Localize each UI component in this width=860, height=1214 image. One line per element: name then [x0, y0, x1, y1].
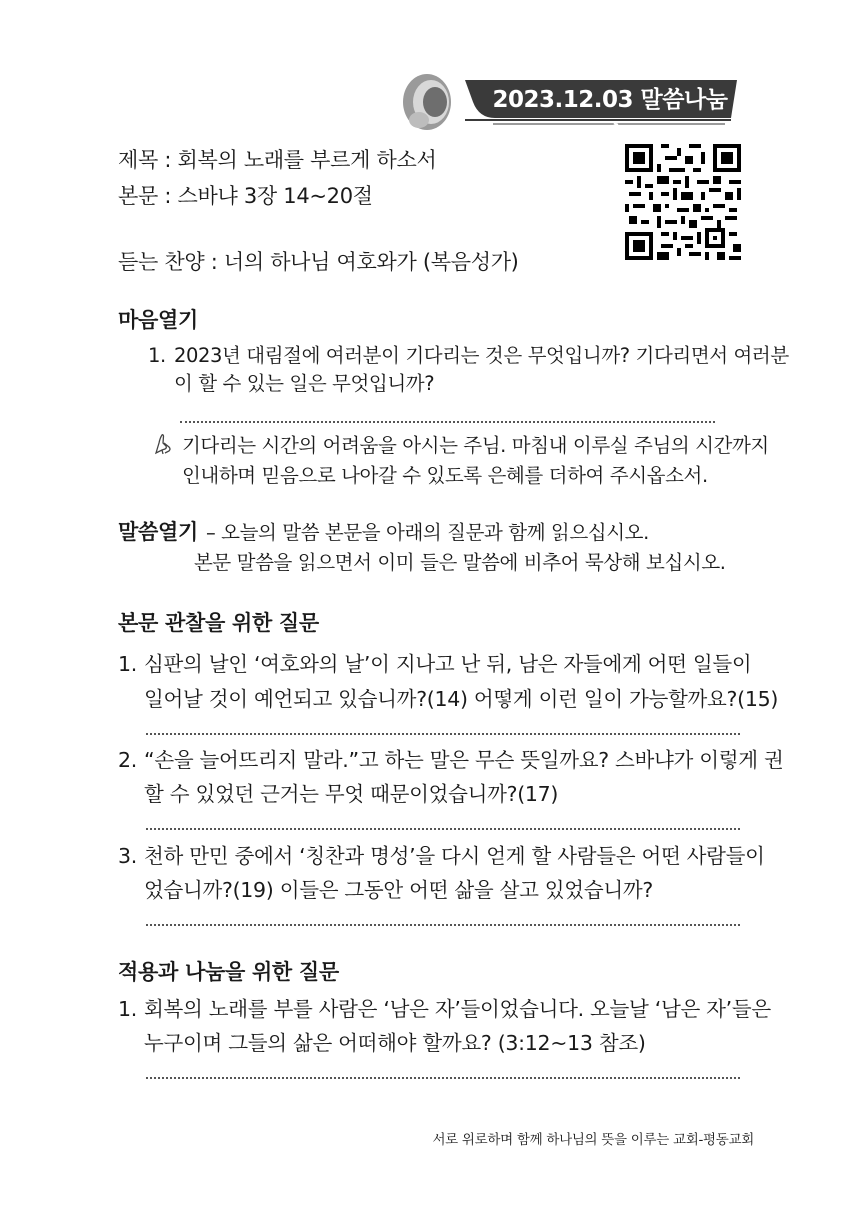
scripture-reference: 본문 : 스바냐 3장 14~20절 [118, 184, 373, 208]
word-instruction: 본문 말씀을 읽으면서 이미 들은 말씀에 비추어 묵상해 보십시오. [194, 551, 726, 574]
word-instruction: – 오늘의 말씀 본문을 아래의 질문과 함께 읽으십시오. [206, 521, 649, 544]
opening-question-number: 1. [148, 344, 166, 367]
application-question-line: 누구이며 그들의 삶은 어떠해야 할까요? (3:12~13 참조) [144, 1031, 646, 1055]
observation-question-line: 심판의 날인 ‘여호와의 날’이 지나고 난 뒤, 남은 자들에게 어떤 일들이 [144, 652, 752, 676]
opening-question-line: 2023년 대림절에 여러분이 기다리는 것은 무엇입니까? 기다리면서 여러분 [174, 344, 789, 367]
word-heading: 말씀열기 [118, 520, 198, 544]
observation-question-number: 1. [118, 652, 137, 676]
answer-line [146, 733, 740, 735]
hymn-title: 듣는 찬양 : 너의 하나님 여호와가 (복음성가) [118, 250, 519, 274]
sermon-title: 제목 : 회복의 노래를 부르게 하소서 [118, 148, 437, 172]
opening-prayer-line: 인내하며 믿음으로 나아갈 수 있도록 은혜를 더하여 주시옵소서. [182, 464, 708, 487]
observation-question-line: 었습니까?(19) 이들은 그동안 어떤 삶을 살고 있었습니까? [144, 878, 653, 902]
observation-question-number: 2. [118, 748, 137, 772]
observation-question-line: 일어날 것이 예언되고 있습니까?(14) 어떻게 이런 일이 가능할까요?(15) [144, 687, 779, 711]
praying-hands-icon [150, 431, 176, 457]
bulletin-title: 2023.12.03 말씀나눔지 [492, 87, 728, 149]
opening-question-line: 이 할 수 있는 일은 무엇입니까? [174, 372, 435, 395]
application-question-line: 회복의 노래를 부를 사람은 ‘남은 자’들이었습니다. 오늘날 ‘남은 자’들은 [144, 997, 771, 1021]
footer-slogan: 서로 위로하며 함께 하나님의 뜻을 이루는 교회-평동교회 [432, 1132, 754, 1148]
observation-question-line: “손을 늘어뜨리지 말라.”고 하는 말은 무슨 뜻일까요? 스바냐가 이렇게 권 [144, 748, 784, 772]
observation-question-number: 3. [118, 844, 137, 868]
observation-question-line: 천하 만민 중에서 ‘칭찬과 명성’을 다시 얻게 할 사람들은 어떤 사람들이 [144, 844, 765, 868]
answer-line [146, 924, 740, 926]
opening-prayer-line: 기다리는 시간의 어려움을 아시는 주님. 마침내 이루실 주님의 시간까지 [182, 434, 769, 457]
observation-question-line: 할 수 있었던 근거는 무엇 때문이었습니까?(17) [144, 782, 559, 806]
application-question-number: 1. [118, 997, 137, 1021]
answer-line [146, 828, 740, 830]
observation-heading: 본문 관찰을 위한 질문 [118, 611, 319, 635]
opening-heading: 마음열기 [118, 308, 198, 332]
answer-line [146, 1077, 740, 1079]
answer-line [180, 421, 715, 423]
qr-code-icon[interactable] [625, 144, 741, 260]
application-heading: 적용과 나눔을 위한 질문 [118, 960, 339, 984]
